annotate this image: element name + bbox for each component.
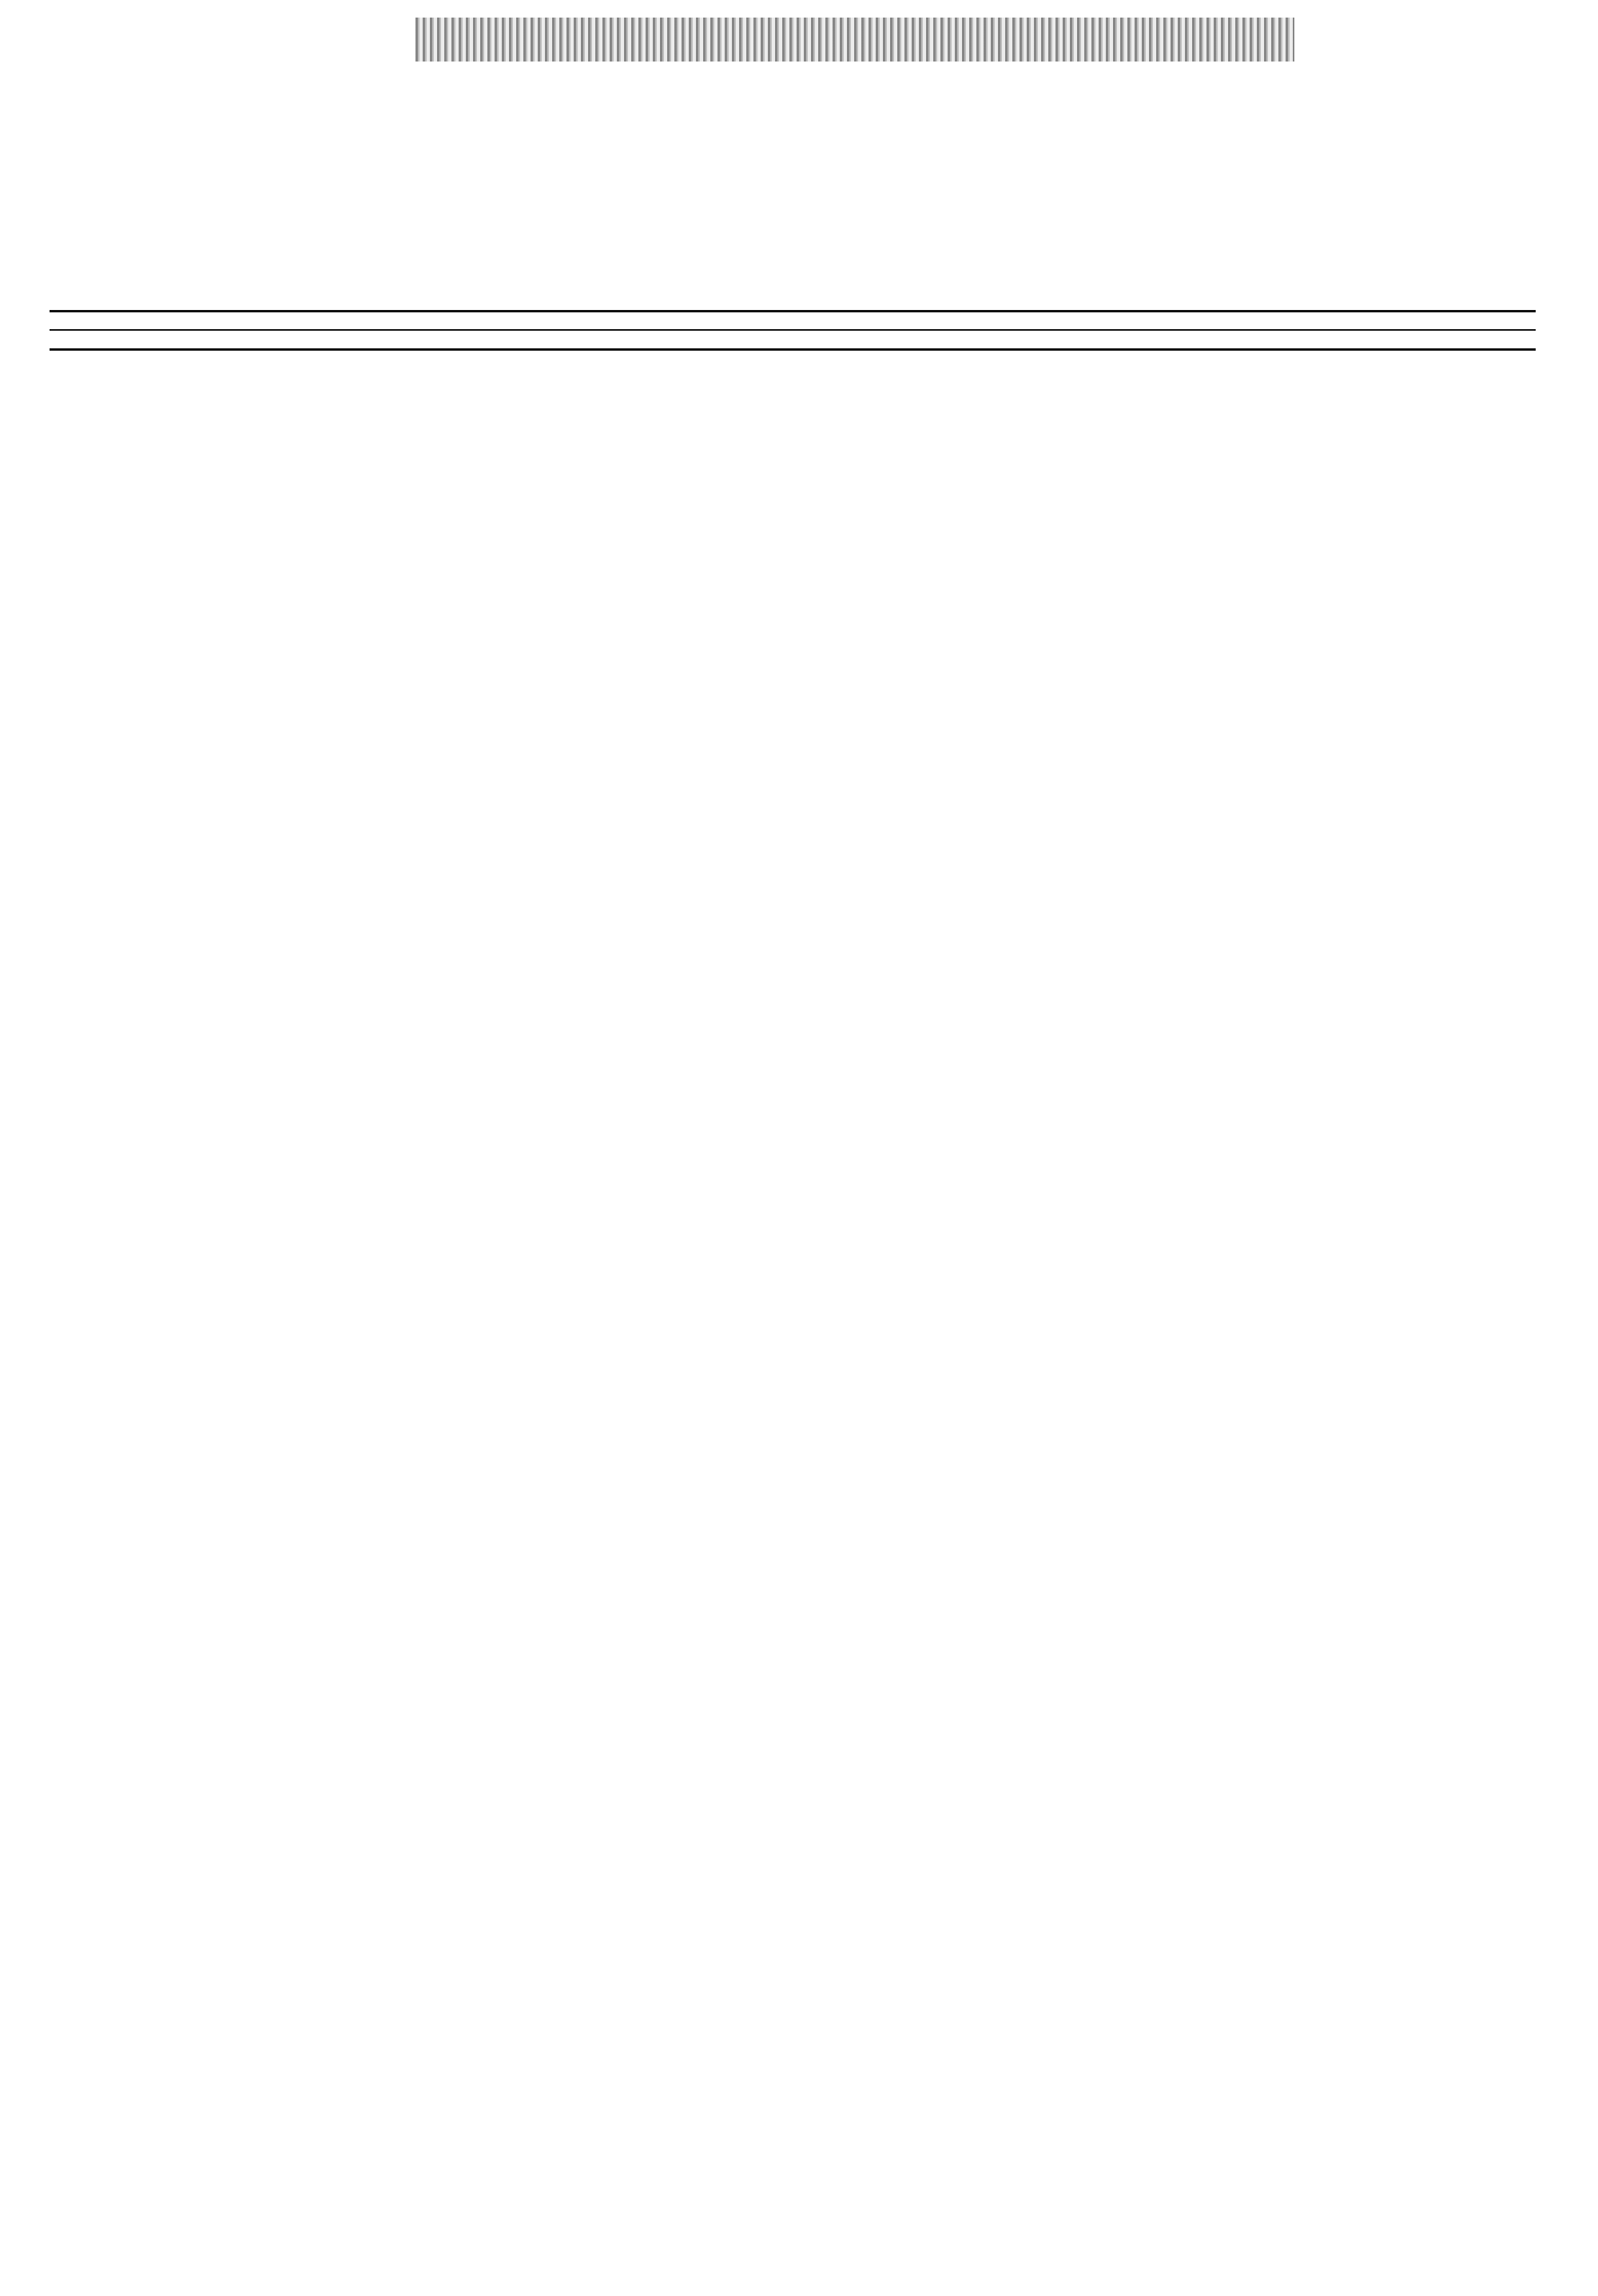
scan-artifact [415,18,1294,62]
rule [50,310,1536,312]
rule [50,348,1536,351]
rule [50,329,1536,331]
issue-number [1434,331,1445,350]
